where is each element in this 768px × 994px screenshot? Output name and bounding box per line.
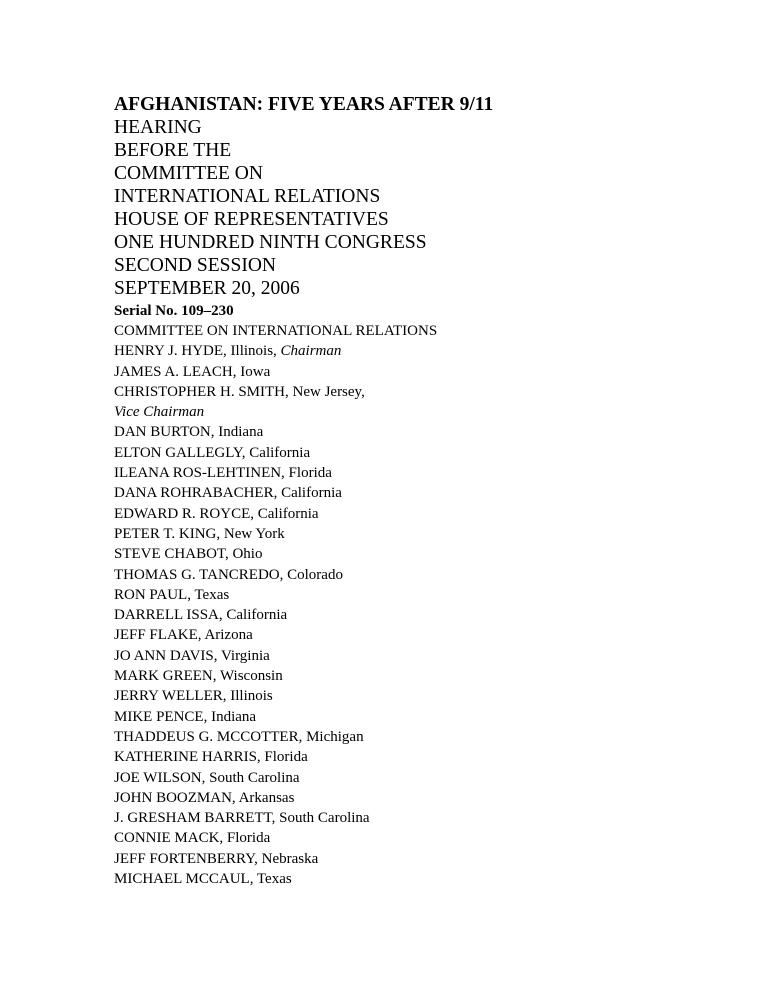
- hearing-heading: [114, 116, 734, 300]
- member-line: J. GRESHAM BARRETT, South Carolina: [114, 810, 370, 827]
- committee-name: COMMITTEE ON INTERNATIONAL RELATIONS: [114, 323, 438, 339]
- member-line: DAN BURTON, Indiana: [114, 424, 264, 441]
- document-page: [114, 93, 734, 889]
- member-line: JOHN BOOZMAN, Arkansas: [114, 789, 295, 806]
- document-title: AFGHANISTAN: FIVE YEARS AFTER 9/11: [114, 94, 494, 115]
- vice-chairman-name: CHRISTOPHER H. SMITH, New Jersey,: [114, 383, 365, 400]
- member-line: MARK GREEN, Wisconsin: [114, 668, 283, 685]
- member-line: CONNIE MACK, Florida: [114, 830, 271, 847]
- member-line: THOMAS G. TANCREDO, Colorado: [114, 566, 343, 583]
- member-line: JOE WILSON, South Carolina: [114, 769, 300, 786]
- serial-number: Serial No. 109–230: [114, 303, 234, 319]
- member-line: JEFF FLAKE, Arizona: [114, 627, 253, 644]
- member-line: EDWARD R. ROYCE, California: [114, 505, 319, 522]
- heading-line-date: SEPTEMBER 20, 2006: [114, 278, 300, 299]
- heading-line-before: BEFORE THE: [114, 140, 232, 161]
- heading-line-session: SECOND SESSION: [114, 255, 276, 276]
- member-list: [114, 422, 734, 889]
- chairman-line: [114, 341, 734, 361]
- heading-line-committee-on: COMMITTEE ON: [114, 163, 263, 184]
- member-line: STEVE CHABOT, Ohio: [114, 546, 263, 563]
- member-line: MIKE PENCE, Indiana: [114, 708, 257, 725]
- member-line: DANA ROHRABACHER, California: [114, 485, 342, 502]
- member-line: KATHERINE HARRIS, Florida: [114, 749, 308, 766]
- member-line: JAMES A. LEACH, Iowa: [114, 363, 271, 380]
- member-line: DARRELL ISSA, California: [114, 607, 288, 624]
- chairman-role: Chairman: [280, 343, 342, 360]
- chairman-name: HENRY J. HYDE, Illinois,: [114, 343, 281, 360]
- member-line: JERRY WELLER, Illinois: [114, 688, 273, 705]
- member-line: ELTON GALLEGLY, California: [114, 444, 311, 461]
- member-line: MICHAEL MCCAUL, Texas: [114, 871, 292, 888]
- heading-line-committee-name: INTERNATIONAL RELATIONS: [114, 186, 381, 207]
- committee-roster: [114, 321, 734, 889]
- heading-line-house: HOUSE OF REPRESENTATIVES: [114, 209, 389, 230]
- member-line: THADDEUS G. MCCOTTER, Michigan: [114, 728, 364, 745]
- member-line: JO ANN DAVIS, Virginia: [114, 647, 270, 664]
- heading-line-congress: ONE HUNDRED NINTH CONGRESS: [114, 232, 427, 253]
- vice-chairman-role-text: Vice Chairman: [114, 404, 205, 421]
- member-line: RON PAUL, Texas: [114, 586, 230, 603]
- heading-line-hearing: HEARING: [114, 117, 202, 138]
- member-line: JEFF FORTENBERRY, Nebraska: [114, 850, 319, 867]
- member-line: PETER T. KING, New York: [114, 525, 285, 542]
- vice-chairman-role: [114, 402, 734, 422]
- member-line: ILEANA ROS-LEHTINEN, Florida: [114, 465, 332, 482]
